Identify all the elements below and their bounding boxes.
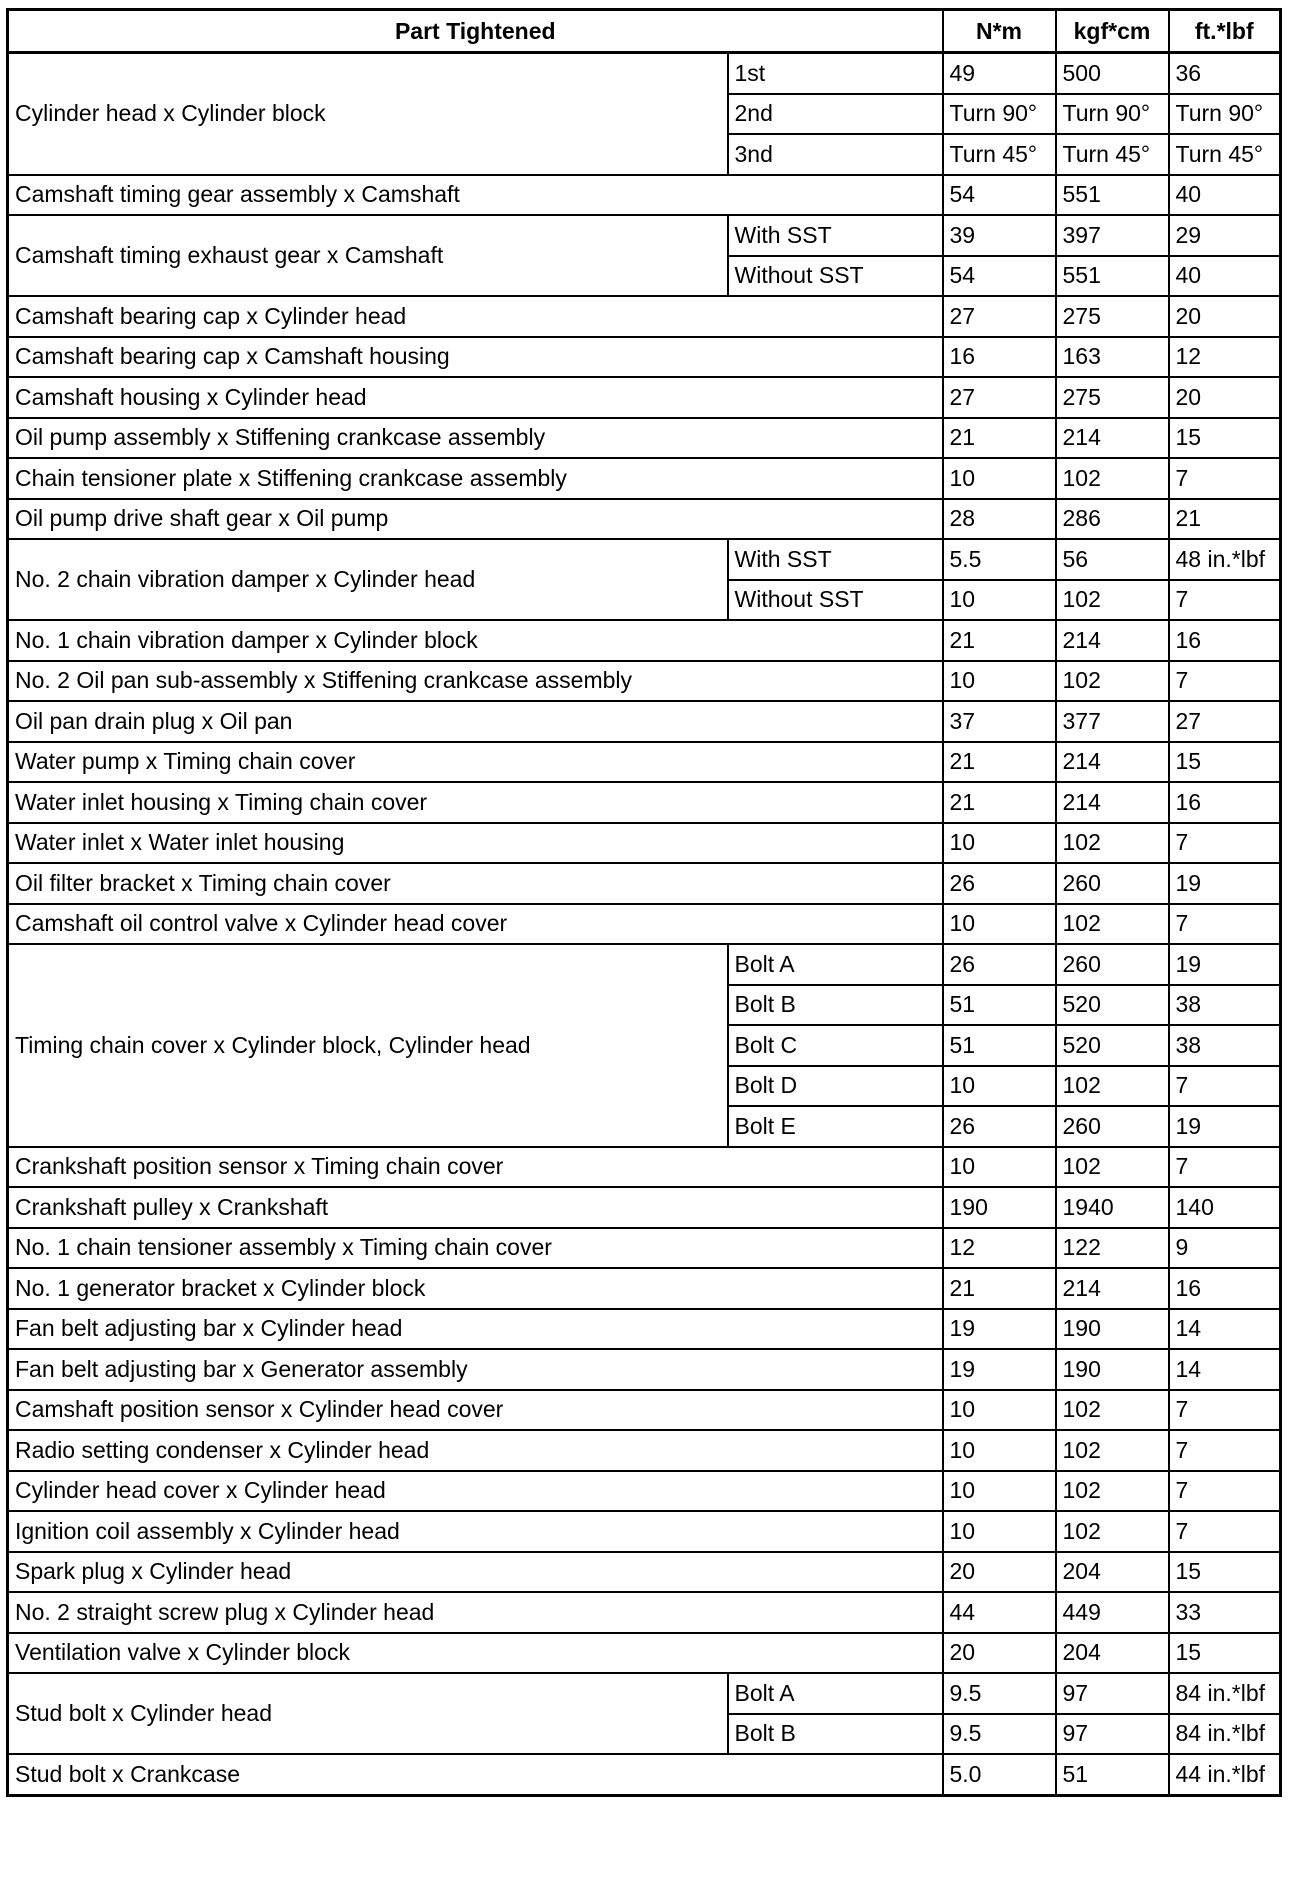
kgf-cm-cell: 214 (1056, 620, 1169, 661)
condition-cell: 1st (728, 53, 943, 94)
table-row (8, 458, 1281, 499)
newton-meter-cell: 10 (943, 1511, 1056, 1552)
newton-meter-cell: Turn 45° (943, 134, 1056, 175)
ft-lbf-cell: 7 (1169, 1471, 1281, 1512)
kgf-cm-cell: 551 (1056, 175, 1169, 216)
kgf-cm-cell: 260 (1056, 1106, 1169, 1147)
part-tightened-cell: No. 1 generator bracket x Cylinder block (8, 1268, 943, 1309)
table-row (8, 620, 1281, 661)
ft-lbf-cell: 7 (1169, 1066, 1281, 1107)
newton-meter-cell: 39 (943, 215, 1056, 256)
table-row (8, 1430, 1281, 1471)
ft-lbf-cell: 48 in.*lbf (1169, 539, 1281, 580)
kgf-cm-cell: 102 (1056, 1147, 1169, 1188)
kgf-cm-cell: 51 (1056, 1754, 1169, 1795)
table-row (8, 1187, 1281, 1228)
ft-lbf-cell: 9 (1169, 1228, 1281, 1269)
ft-lbf-cell: 7 (1169, 1430, 1281, 1471)
ft-lbf-cell: Turn 90° (1169, 94, 1281, 135)
part-tightened-cell: Camshaft housing x Cylinder head (8, 377, 943, 418)
condition-cell: 2nd (728, 94, 943, 135)
ft-lbf-cell: 20 (1169, 296, 1281, 337)
kgf-cm-cell: 286 (1056, 499, 1169, 540)
table-row (8, 1673, 1281, 1714)
newton-meter-cell: 10 (943, 823, 1056, 864)
ft-lbf-cell: 19 (1169, 944, 1281, 985)
kgf-cm-cell: 214 (1056, 1268, 1169, 1309)
newton-meter-cell: 12 (943, 1228, 1056, 1269)
table-row (8, 1147, 1281, 1188)
ft-lbf-cell: 7 (1169, 1147, 1281, 1188)
kgf-cm-cell: 1940 (1056, 1187, 1169, 1228)
newton-meter-cell: 27 (943, 296, 1056, 337)
part-tightened-cell: Water inlet x Water inlet housing (8, 823, 943, 864)
kgf-cm-cell: 260 (1056, 863, 1169, 904)
ft-lbf-cell: 15 (1169, 742, 1281, 783)
ft-lbf-cell: 15 (1169, 1633, 1281, 1674)
kgf-cm-cell: 377 (1056, 701, 1169, 742)
condition-cell: Bolt A (728, 944, 943, 985)
ft-lbf-cell: 84 in.*lbf (1169, 1714, 1281, 1755)
part-tightened-cell: Stud bolt x Cylinder head (8, 1673, 728, 1754)
header-part-tightened: Part Tightened (8, 10, 943, 53)
kgf-cm-cell: 275 (1056, 377, 1169, 418)
newton-meter-cell: 37 (943, 701, 1056, 742)
header-kgf-cm: kgf*cm (1056, 10, 1169, 53)
ft-lbf-cell: 7 (1169, 661, 1281, 702)
ft-lbf-cell: 19 (1169, 1106, 1281, 1147)
condition-cell: With SST (728, 215, 943, 256)
ft-lbf-cell: 20 (1169, 377, 1281, 418)
table-row (8, 1633, 1281, 1674)
kgf-cm-cell: Turn 90° (1056, 94, 1169, 135)
condition-cell: Without SST (728, 580, 943, 621)
ft-lbf-cell: 38 (1169, 1025, 1281, 1066)
ft-lbf-cell: 40 (1169, 256, 1281, 297)
table-row (8, 701, 1281, 742)
ft-lbf-cell: 7 (1169, 458, 1281, 499)
ft-lbf-cell: 29 (1169, 215, 1281, 256)
kgf-cm-cell: 397 (1056, 215, 1169, 256)
part-tightened-cell: Spark plug x Cylinder head (8, 1552, 943, 1593)
kgf-cm-cell: 214 (1056, 782, 1169, 823)
table-row (8, 1592, 1281, 1633)
newton-meter-cell: 5.0 (943, 1754, 1056, 1795)
table-row (8, 53, 1281, 94)
kgf-cm-cell: 551 (1056, 256, 1169, 297)
part-tightened-cell: Camshaft position sensor x Cylinder head cover (8, 1390, 943, 1431)
part-tightened-cell: Radio setting condenser x Cylinder head (8, 1430, 943, 1471)
condition-cell: Bolt C (728, 1025, 943, 1066)
table-row (8, 863, 1281, 904)
table-row (8, 823, 1281, 864)
ft-lbf-cell: 40 (1169, 175, 1281, 216)
table-row (8, 742, 1281, 783)
part-tightened-cell: Crankshaft pulley x Crankshaft (8, 1187, 943, 1228)
newton-meter-cell: 49 (943, 53, 1056, 94)
kgf-cm-cell: 102 (1056, 458, 1169, 499)
kgf-cm-cell: 102 (1056, 1511, 1169, 1552)
kgf-cm-cell: 204 (1056, 1633, 1169, 1674)
table-row (8, 1511, 1281, 1552)
part-tightened-cell: No. 2 Oil pan sub-assembly x Stiffening crankcase assembly (8, 661, 943, 702)
condition-cell: Bolt E (728, 1106, 943, 1147)
condition-cell: 3nd (728, 134, 943, 175)
table-row (8, 499, 1281, 540)
newton-meter-cell: 20 (943, 1552, 1056, 1593)
table-row (8, 296, 1281, 337)
newton-meter-cell: 5.5 (943, 539, 1056, 580)
table-row (8, 782, 1281, 823)
newton-meter-cell: 27 (943, 377, 1056, 418)
ft-lbf-cell: 7 (1169, 904, 1281, 945)
part-tightened-cell: Camshaft timing gear assembly x Camshaft (8, 175, 943, 216)
kgf-cm-cell: 97 (1056, 1673, 1169, 1714)
part-tightened-cell: Chain tensioner plate x Stiffening crankcase assembly (8, 458, 943, 499)
table-row (8, 1471, 1281, 1512)
newton-meter-cell: 51 (943, 985, 1056, 1026)
kgf-cm-cell: 275 (1056, 296, 1169, 337)
kgf-cm-cell: 520 (1056, 985, 1169, 1026)
newton-meter-cell: 9.5 (943, 1673, 1056, 1714)
table-row (8, 661, 1281, 702)
newton-meter-cell: 19 (943, 1309, 1056, 1350)
ft-lbf-cell: 16 (1169, 620, 1281, 661)
table-row (8, 1552, 1281, 1593)
part-tightened-cell: Camshaft timing exhaust gear x Camshaft (8, 215, 728, 296)
part-tightened-cell: Oil pump assembly x Stiffening crankcase assembly (8, 418, 943, 459)
table-row (8, 418, 1281, 459)
part-tightened-cell: Oil pan drain plug x Oil pan (8, 701, 943, 742)
kgf-cm-cell: 97 (1056, 1714, 1169, 1755)
newton-meter-cell: 10 (943, 1390, 1056, 1431)
newton-meter-cell: 21 (943, 620, 1056, 661)
newton-meter-cell: 10 (943, 580, 1056, 621)
newton-meter-cell: 10 (943, 661, 1056, 702)
ft-lbf-cell: Turn 45° (1169, 134, 1281, 175)
newton-meter-cell: 10 (943, 1147, 1056, 1188)
table-row (8, 539, 1281, 580)
kgf-cm-cell: 500 (1056, 53, 1169, 94)
newton-meter-cell: 21 (943, 742, 1056, 783)
newton-meter-cell: 44 (943, 1592, 1056, 1633)
part-tightened-cell: Camshaft bearing cap x Camshaft housing (8, 337, 943, 378)
newton-meter-cell: 16 (943, 337, 1056, 378)
table-row (8, 1228, 1281, 1269)
condition-cell: Bolt B (728, 1714, 943, 1755)
newton-meter-cell: 51 (943, 1025, 1056, 1066)
kgf-cm-cell: 214 (1056, 742, 1169, 783)
newton-meter-cell: 10 (943, 1066, 1056, 1107)
part-tightened-cell: Crankshaft position sensor x Timing chain cover (8, 1147, 943, 1188)
ft-lbf-cell: 7 (1169, 1390, 1281, 1431)
kgf-cm-cell: Turn 45° (1056, 134, 1169, 175)
condition-cell: Bolt A (728, 1673, 943, 1714)
kgf-cm-cell: 102 (1056, 580, 1169, 621)
header-newton-meter: N*m (943, 10, 1056, 53)
kgf-cm-cell: 214 (1056, 418, 1169, 459)
part-tightened-cell: Ventilation valve x Cylinder block (8, 1633, 943, 1674)
kgf-cm-cell: 102 (1056, 1390, 1169, 1431)
newton-meter-cell: Turn 90° (943, 94, 1056, 135)
part-tightened-cell: Ignition coil assembly x Cylinder head (8, 1511, 943, 1552)
table-row (8, 1390, 1281, 1431)
part-tightened-cell: Fan belt adjusting bar x Cylinder head (8, 1309, 943, 1350)
part-tightened-cell: Fan belt adjusting bar x Generator assembly (8, 1349, 943, 1390)
ft-lbf-cell: 7 (1169, 1511, 1281, 1552)
table-row (8, 1349, 1281, 1390)
ft-lbf-cell: 7 (1169, 580, 1281, 621)
newton-meter-cell: 19 (943, 1349, 1056, 1390)
condition-cell: Bolt D (728, 1066, 943, 1107)
newton-meter-cell: 26 (943, 1106, 1056, 1147)
part-tightened-cell: Camshaft bearing cap x Cylinder head (8, 296, 943, 337)
ft-lbf-cell: 15 (1169, 418, 1281, 459)
part-tightened-cell: No. 1 chain tensioner assembly x Timing chain cover (8, 1228, 943, 1269)
part-tightened-cell: No. 1 chain vibration damper x Cylinder block (8, 620, 943, 661)
condition-cell: Bolt B (728, 985, 943, 1026)
part-tightened-cell: Camshaft oil control valve x Cylinder head cover (8, 904, 943, 945)
part-tightened-cell: Water inlet housing x Timing chain cover (8, 782, 943, 823)
header-ft-lbf: ft.*lbf (1169, 10, 1281, 53)
kgf-cm-cell: 102 (1056, 661, 1169, 702)
part-tightened-cell: Cylinder head x Cylinder block (8, 53, 728, 175)
kgf-cm-cell: 122 (1056, 1228, 1169, 1269)
part-tightened-cell: No. 2 straight screw plug x Cylinder head (8, 1592, 943, 1633)
newton-meter-cell: 20 (943, 1633, 1056, 1674)
newton-meter-cell: 9.5 (943, 1714, 1056, 1755)
table-row (8, 175, 1281, 216)
kgf-cm-cell: 102 (1056, 1430, 1169, 1471)
table-row (8, 1309, 1281, 1350)
table-row (8, 904, 1281, 945)
kgf-cm-cell: 204 (1056, 1552, 1169, 1593)
kgf-cm-cell: 102 (1056, 823, 1169, 864)
part-tightened-cell: Oil pump drive shaft gear x Oil pump (8, 499, 943, 540)
table-row (8, 377, 1281, 418)
table-row (8, 944, 1281, 985)
ft-lbf-cell: 44 in.*lbf (1169, 1754, 1281, 1795)
newton-meter-cell: 54 (943, 256, 1056, 297)
ft-lbf-cell: 33 (1169, 1592, 1281, 1633)
ft-lbf-cell: 12 (1169, 337, 1281, 378)
ft-lbf-cell: 27 (1169, 701, 1281, 742)
newton-meter-cell: 21 (943, 418, 1056, 459)
kgf-cm-cell: 102 (1056, 1066, 1169, 1107)
part-tightened-cell: Oil filter bracket x Timing chain cover (8, 863, 943, 904)
newton-meter-cell: 54 (943, 175, 1056, 216)
ft-lbf-cell: 15 (1169, 1552, 1281, 1593)
kgf-cm-cell: 449 (1056, 1592, 1169, 1633)
torque-specification-table (6, 8, 1282, 1797)
part-tightened-cell: Timing chain cover x Cylinder block, Cylinder head (8, 944, 728, 1147)
table-body (8, 53, 1281, 1796)
ft-lbf-cell: 84 in.*lbf (1169, 1673, 1281, 1714)
ft-lbf-cell: 140 (1169, 1187, 1281, 1228)
newton-meter-cell: 26 (943, 863, 1056, 904)
ft-lbf-cell: 14 (1169, 1349, 1281, 1390)
ft-lbf-cell: 36 (1169, 53, 1281, 94)
ft-lbf-cell: 14 (1169, 1309, 1281, 1350)
table-row (8, 215, 1281, 256)
table-header-row (8, 10, 1281, 53)
newton-meter-cell: 190 (943, 1187, 1056, 1228)
newton-meter-cell: 10 (943, 904, 1056, 945)
newton-meter-cell: 10 (943, 458, 1056, 499)
kgf-cm-cell: 520 (1056, 1025, 1169, 1066)
table-row (8, 1268, 1281, 1309)
condition-cell: Without SST (728, 256, 943, 297)
kgf-cm-cell: 102 (1056, 904, 1169, 945)
kgf-cm-cell: 102 (1056, 1471, 1169, 1512)
ft-lbf-cell: 7 (1169, 823, 1281, 864)
newton-meter-cell: 10 (943, 1471, 1056, 1512)
kgf-cm-cell: 190 (1056, 1309, 1169, 1350)
ft-lbf-cell: 38 (1169, 985, 1281, 1026)
ft-lbf-cell: 16 (1169, 1268, 1281, 1309)
table-row (8, 337, 1281, 378)
kgf-cm-cell: 190 (1056, 1349, 1169, 1390)
kgf-cm-cell: 260 (1056, 944, 1169, 985)
newton-meter-cell: 28 (943, 499, 1056, 540)
part-tightened-cell: Water pump x Timing chain cover (8, 742, 943, 783)
part-tightened-cell: Stud bolt x Crankcase (8, 1754, 943, 1795)
kgf-cm-cell: 56 (1056, 539, 1169, 580)
newton-meter-cell: 26 (943, 944, 1056, 985)
ft-lbf-cell: 21 (1169, 499, 1281, 540)
part-tightened-cell: Cylinder head cover x Cylinder head (8, 1471, 943, 1512)
ft-lbf-cell: 16 (1169, 782, 1281, 823)
table-row (8, 1754, 1281, 1795)
part-tightened-cell: No. 2 chain vibration damper x Cylinder head (8, 539, 728, 620)
newton-meter-cell: 10 (943, 1430, 1056, 1471)
newton-meter-cell: 21 (943, 1268, 1056, 1309)
condition-cell: With SST (728, 539, 943, 580)
ft-lbf-cell: 19 (1169, 863, 1281, 904)
newton-meter-cell: 21 (943, 782, 1056, 823)
kgf-cm-cell: 163 (1056, 337, 1169, 378)
